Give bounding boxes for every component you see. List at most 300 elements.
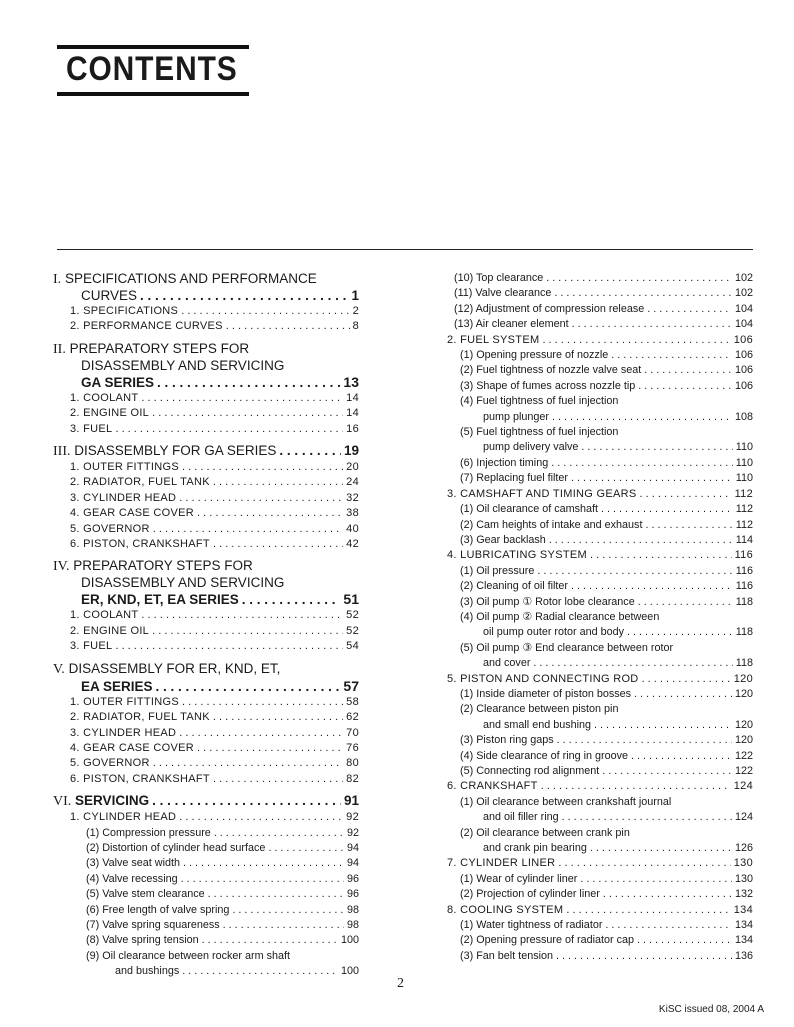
dot-leader bbox=[213, 772, 343, 787]
toc-entry-text: GA SERIES bbox=[81, 374, 155, 390]
toc-entry[interactable] bbox=[447, 518, 753, 533]
toc-page-number: 116 bbox=[735, 564, 753, 577]
toc-entry[interactable] bbox=[447, 471, 753, 486]
toc-entry-title bbox=[447, 903, 563, 918]
toc-entry-text: and cover bbox=[483, 657, 531, 670]
toc-entry[interactable] bbox=[53, 491, 359, 506]
toc-entry-text: 5. GOVERNOR bbox=[70, 757, 150, 770]
toc-entry[interactable] bbox=[447, 317, 753, 332]
toc-entry[interactable] bbox=[447, 949, 753, 964]
dot-leader bbox=[153, 522, 343, 537]
toc-entry[interactable] bbox=[53, 678, 359, 695]
toc-entry-text: (1) Wear of cylinder liner bbox=[460, 872, 578, 885]
toc-page-number: 94 bbox=[346, 857, 359, 870]
toc-entry-text: DISASSEMBLY FOR GA SERIES bbox=[74, 443, 277, 459]
title-rule-bottom bbox=[57, 92, 249, 96]
toc-entry[interactable] bbox=[447, 595, 753, 610]
toc-page-number: 102 bbox=[734, 272, 753, 284]
toc-page-number: 100 bbox=[340, 965, 359, 978]
dot-leader bbox=[141, 391, 343, 406]
toc-entry-text: (12) Adjustment of compression release bbox=[454, 302, 645, 315]
toc-entry-text: 2. ENGINE OIL bbox=[70, 407, 150, 420]
toc-entry-text: 1. OUTER FITTINGS bbox=[70, 461, 179, 474]
toc-entry-text: 7. CYLINDER LINER bbox=[447, 857, 556, 870]
toc-page-number: 110 bbox=[735, 472, 753, 485]
toc-entry[interactable] bbox=[447, 918, 753, 933]
dot-leader bbox=[572, 317, 732, 332]
toc-entry-title bbox=[460, 394, 618, 409]
toc-entry[interactable] bbox=[53, 391, 359, 406]
toc-page-number: 13 bbox=[343, 373, 359, 390]
toc-entry-title bbox=[460, 764, 599, 779]
dot-leader bbox=[644, 363, 732, 378]
dot-leader bbox=[571, 471, 733, 486]
dot-leader bbox=[179, 726, 343, 741]
toc-entry-text: 2. RADIATOR, FUEL TANK bbox=[70, 476, 210, 489]
toc-entry-title bbox=[447, 333, 539, 348]
toc-entry-title bbox=[460, 348, 608, 363]
toc-entry-title bbox=[70, 422, 112, 437]
toc-entry[interactable] bbox=[53, 374, 359, 391]
toc-entry-text: (2) Projection of cylinder liner bbox=[460, 888, 600, 901]
toc-page-number: 108 bbox=[734, 410, 753, 423]
toc-entry-text: PREPARATORY STEPS FOR bbox=[69, 340, 250, 356]
toc-page-number: 124 bbox=[733, 780, 753, 793]
toc-entry[interactable] bbox=[447, 425, 753, 440]
toc-entry[interactable] bbox=[53, 575, 359, 591]
toc-entry[interactable] bbox=[447, 903, 753, 918]
toc-entry-title bbox=[483, 810, 559, 825]
dot-leader bbox=[153, 756, 343, 771]
toc-entry-text: (3) Valve seat width bbox=[86, 857, 181, 870]
toc-entry-text: SERVICING bbox=[75, 793, 150, 809]
toc-page-number: 52 bbox=[346, 609, 359, 622]
toc-page-number: 122 bbox=[734, 765, 753, 777]
toc-entry-text: DISASSEMBLY AND SERVICING bbox=[81, 575, 285, 591]
toc-entry[interactable] bbox=[447, 625, 753, 640]
toc-entry-title bbox=[460, 579, 568, 594]
toc-entry-text: 1. COOLANT bbox=[70, 391, 139, 404]
toc-entry[interactable] bbox=[53, 341, 359, 358]
toc-entry-title bbox=[70, 304, 178, 319]
dot-leader bbox=[183, 856, 344, 871]
toc-page-number: 134 bbox=[733, 903, 753, 916]
toc-entry-text: DISASSEMBLY AND SERVICING bbox=[81, 357, 285, 373]
toc-entry-text: (11) Valve clearance bbox=[454, 287, 552, 300]
toc-entry-text: and oil filler ring bbox=[483, 811, 559, 824]
toc-entry[interactable] bbox=[447, 564, 753, 579]
toc-entry-text: (7) Valve spring squareness bbox=[86, 918, 220, 931]
toc-entry-title bbox=[460, 610, 659, 625]
toc-entry[interactable] bbox=[447, 749, 753, 764]
dot-leader bbox=[605, 918, 732, 933]
toc-entry[interactable] bbox=[53, 772, 359, 787]
toc-entry[interactable] bbox=[53, 918, 359, 933]
dot-leader bbox=[214, 826, 344, 841]
toc-entry[interactable] bbox=[447, 333, 753, 348]
dot-leader bbox=[197, 506, 343, 521]
dot-leader bbox=[279, 443, 341, 459]
toc-entry-title bbox=[483, 656, 530, 671]
toc-page-number: 24 bbox=[346, 476, 359, 489]
toc-entry-title bbox=[81, 288, 137, 304]
toc-left-column bbox=[53, 271, 359, 980]
toc-page-number: 106 bbox=[734, 379, 753, 392]
toc-entry[interactable] bbox=[447, 718, 753, 733]
toc-entry-text: (2) Clearance between piston pin bbox=[460, 703, 619, 716]
dot-leader bbox=[645, 518, 732, 533]
toc-entry[interactable] bbox=[53, 271, 359, 288]
toc-entry-title bbox=[483, 440, 578, 455]
toc-entry-text: (3) Oil pump ① Rotor lobe clearance bbox=[460, 595, 635, 608]
toc-page-number: 38 bbox=[346, 507, 359, 520]
toc-entry-text: 8. COOLING SYSTEM bbox=[447, 903, 564, 916]
toc-entry[interactable] bbox=[447, 872, 753, 887]
toc-entry[interactable] bbox=[53, 288, 359, 304]
toc-page-number: 106 bbox=[734, 349, 753, 362]
toc-page-number: 40 bbox=[346, 522, 359, 535]
toc-entry-text: and crank pin bearing bbox=[483, 842, 587, 855]
toc-entry[interactable] bbox=[447, 610, 753, 625]
toc-entry[interactable] bbox=[447, 487, 753, 502]
toc-entry-title bbox=[460, 641, 673, 656]
dot-leader bbox=[181, 304, 349, 319]
toc-entry-text: (4) Side clearance of ring in groove bbox=[460, 749, 629, 762]
toc-entry[interactable] bbox=[53, 856, 359, 871]
toc-entry[interactable] bbox=[447, 733, 753, 748]
dot-leader bbox=[182, 695, 343, 710]
toc-entry-title bbox=[86, 841, 265, 856]
toc-entry[interactable] bbox=[447, 656, 753, 671]
toc-entry-title bbox=[81, 358, 284, 374]
dot-leader bbox=[197, 741, 343, 756]
toc-entry-text: (6) Free length of valve spring bbox=[86, 903, 230, 916]
toc-entry-title bbox=[460, 564, 534, 579]
toc-entry-text: (13) Air cleaner element bbox=[454, 318, 569, 331]
toc-page-number: 94 bbox=[346, 841, 359, 854]
toc-page-number: 120 bbox=[734, 734, 753, 747]
toc-entry[interactable] bbox=[53, 537, 359, 552]
toc-entry[interactable] bbox=[447, 579, 753, 594]
toc-entry[interactable] bbox=[447, 363, 753, 378]
dot-leader bbox=[580, 872, 732, 887]
toc-entry[interactable] bbox=[53, 695, 359, 710]
toc-entry[interactable] bbox=[447, 826, 753, 841]
toc-entry-title bbox=[70, 608, 138, 623]
dot-leader bbox=[642, 672, 731, 687]
toc-entry-text: 3. CYLINDER HEAD bbox=[70, 491, 177, 504]
toc-entry[interactable] bbox=[53, 319, 359, 334]
toc-page-number: 114 bbox=[735, 533, 753, 546]
section-numeral: III. bbox=[53, 444, 71, 460]
toc-entry[interactable] bbox=[53, 443, 359, 460]
toc-entry-title bbox=[460, 702, 618, 717]
toc-page-number: 110 bbox=[735, 456, 753, 469]
toc-entry[interactable] bbox=[53, 608, 359, 623]
toc-entry[interactable] bbox=[447, 533, 753, 548]
dot-leader bbox=[182, 964, 338, 979]
toc-entry-title bbox=[70, 522, 150, 537]
toc-entry[interactable] bbox=[53, 841, 359, 856]
toc-entry[interactable] bbox=[447, 348, 753, 363]
toc-entry-title bbox=[86, 933, 199, 948]
toc-entry-text: 6. PISTON, CRANKSHAFT bbox=[70, 772, 210, 785]
toc-entry[interactable] bbox=[53, 872, 359, 887]
toc-entry-text: (7) Replacing fuel filter bbox=[460, 472, 569, 485]
toc-entry[interactable] bbox=[53, 358, 359, 374]
toc-entry[interactable] bbox=[447, 641, 753, 656]
toc-page-number: 52 bbox=[346, 624, 359, 637]
dot-leader bbox=[141, 608, 343, 623]
toc-entry-text: (6) Injection timing bbox=[460, 456, 549, 469]
toc-entry[interactable] bbox=[53, 475, 359, 490]
toc-entry-text: (1) Oil clearance between crankshaft journal bbox=[460, 795, 672, 808]
toc-entry-text: EA SERIES bbox=[81, 678, 153, 694]
title-rule-top bbox=[57, 45, 249, 49]
toc-entry-title bbox=[460, 749, 628, 764]
toc-entry-title bbox=[460, 733, 554, 748]
toc-entry[interactable] bbox=[53, 887, 359, 902]
toc-entry[interactable] bbox=[447, 841, 753, 856]
toc-entry[interactable] bbox=[53, 826, 359, 841]
toc-page-number: 16 bbox=[346, 422, 359, 435]
toc-entry-text: (1) Opening pressure of nozzle bbox=[460, 349, 609, 362]
toc-entry-title bbox=[70, 537, 210, 552]
toc-page-number: 80 bbox=[346, 757, 359, 770]
toc-entry[interactable] bbox=[53, 903, 359, 918]
toc-entry[interactable] bbox=[53, 460, 359, 475]
toc-entry[interactable] bbox=[447, 702, 753, 717]
toc-entry-title bbox=[70, 475, 210, 490]
toc-entry-title bbox=[70, 772, 210, 787]
dot-leader bbox=[152, 793, 341, 809]
toc-entry[interactable] bbox=[53, 304, 359, 319]
toc-entry-text: SPECIFICATIONS AND PERFORMANCE bbox=[64, 271, 317, 286]
toc-entry-title bbox=[483, 625, 624, 640]
toc-entry[interactable] bbox=[447, 779, 753, 794]
toc-entry[interactable] bbox=[447, 410, 753, 425]
toc-entry-title bbox=[454, 286, 551, 301]
dot-leader bbox=[549, 533, 733, 548]
toc-entry-text: (9) Oil clearance between rocker arm shaft bbox=[86, 949, 291, 962]
dot-leader bbox=[542, 333, 730, 348]
dot-leader bbox=[571, 579, 733, 594]
toc-entry-text: 3. FUEL bbox=[70, 422, 113, 435]
dot-leader bbox=[533, 656, 732, 671]
toc-page-number: 124 bbox=[734, 811, 753, 824]
toc-entry-title bbox=[53, 271, 317, 288]
toc-entry[interactable] bbox=[53, 624, 359, 639]
toc-entry-text: 3. CAMSHAFT AND TIMING GEARS bbox=[447, 487, 637, 500]
toc-entry[interactable] bbox=[447, 887, 753, 902]
toc-page-number: 136 bbox=[734, 949, 753, 962]
toc-entry[interactable] bbox=[447, 810, 753, 825]
dot-leader bbox=[115, 639, 343, 654]
toc-entry-text: and small end bushing bbox=[483, 718, 592, 731]
toc-page-number: 8 bbox=[352, 320, 359, 333]
toc-entry-text: 4. GEAR CASE COVER bbox=[70, 741, 194, 754]
toc-entry-text: (4) Oil pump ② Radial clearance between bbox=[460, 610, 660, 623]
toc-entry-text: and bushings bbox=[115, 965, 180, 978]
toc-entry-text: (1) Oil pressure bbox=[460, 564, 535, 577]
toc-entry[interactable] bbox=[53, 933, 359, 948]
toc-entry-text: 1. SPECIFICATIONS bbox=[70, 305, 179, 317]
toc-entry-title bbox=[483, 718, 591, 733]
dot-leader bbox=[631, 749, 732, 764]
toc-entry[interactable] bbox=[447, 856, 753, 871]
toc-entry-text: (1) Oil clearance of camshaft bbox=[460, 503, 599, 516]
toc-entry-title bbox=[447, 672, 639, 687]
toc-page-number: 92 bbox=[346, 826, 359, 839]
dot-leader bbox=[223, 918, 344, 933]
toc-entry-text: 2. RADIATOR, FUEL TANK bbox=[70, 711, 210, 724]
dot-leader bbox=[558, 856, 730, 871]
toc-entry-title bbox=[447, 487, 637, 502]
toc-entry-text: 4. LUBRICATING SYSTEM bbox=[447, 549, 587, 562]
toc-page-number: 54 bbox=[346, 640, 359, 653]
dot-leader bbox=[152, 624, 343, 639]
toc-entry-title bbox=[460, 918, 602, 933]
toc-page-number: 120 bbox=[734, 687, 753, 700]
toc-entry-title bbox=[70, 639, 112, 654]
toc-entry-text: 1. COOLANT bbox=[70, 609, 139, 622]
dot-leader bbox=[637, 933, 732, 948]
toc-entry[interactable] bbox=[53, 639, 359, 654]
dot-leader bbox=[213, 475, 343, 490]
dot-leader bbox=[556, 949, 732, 964]
dot-leader bbox=[541, 779, 731, 794]
toc-page-number: 132 bbox=[734, 888, 753, 901]
toc-entry-title bbox=[81, 375, 154, 391]
toc-entry-title bbox=[460, 425, 618, 440]
toc-entry-title bbox=[70, 695, 179, 710]
toc-entry[interactable] bbox=[53, 741, 359, 756]
toc-entry-title bbox=[460, 533, 546, 548]
toc-entry-title bbox=[460, 502, 598, 517]
toc-entry[interactable] bbox=[447, 271, 753, 286]
toc-page-number: 58 bbox=[346, 695, 359, 708]
dot-leader bbox=[590, 841, 732, 856]
toc-entry[interactable] bbox=[53, 406, 359, 421]
toc-entry[interactable] bbox=[447, 379, 753, 394]
toc-entry-text: (2) Oil clearance between crank pin bbox=[460, 826, 630, 839]
toc-entry[interactable] bbox=[53, 726, 359, 741]
toc-entry[interactable] bbox=[53, 422, 359, 437]
toc-right-column bbox=[447, 271, 753, 964]
toc-entry-text: (1) Water tightness of radiator bbox=[460, 919, 603, 932]
toc-page-number: 98 bbox=[346, 903, 359, 916]
dot-leader bbox=[152, 406, 343, 421]
toc-entry-title bbox=[70, 756, 150, 771]
toc-entry[interactable] bbox=[447, 456, 753, 471]
toc-entry-text: 1. OUTER FITTINGS bbox=[70, 695, 179, 708]
toc-entry[interactable] bbox=[53, 810, 359, 825]
dot-leader bbox=[182, 460, 343, 475]
dot-leader bbox=[638, 595, 733, 610]
dot-leader bbox=[202, 933, 338, 948]
toc-entry[interactable] bbox=[53, 558, 359, 575]
toc-entry-text: oil pump outer rotor and body bbox=[483, 626, 625, 639]
dot-leader bbox=[611, 348, 732, 363]
toc-entry[interactable] bbox=[447, 502, 753, 517]
toc-entry-text: (2) Distortion of cylinder head surface bbox=[86, 841, 266, 854]
toc-entry-title bbox=[70, 506, 194, 521]
toc-entry-text: 5. GOVERNOR bbox=[70, 522, 150, 535]
toc-entry-title bbox=[460, 887, 600, 902]
toc-page-number: 118 bbox=[735, 626, 753, 639]
toc-page-number: 134 bbox=[734, 919, 753, 932]
toc-page-number: 122 bbox=[734, 749, 753, 762]
toc-entry[interactable] bbox=[447, 764, 753, 779]
dot-leader bbox=[213, 710, 343, 725]
section-numeral: V. bbox=[53, 661, 65, 677]
page-number: 2 bbox=[397, 976, 404, 991]
toc-page-number: 126 bbox=[734, 842, 753, 855]
toc-entry-title bbox=[460, 949, 553, 964]
toc-page-number: 130 bbox=[734, 872, 753, 885]
toc-entry-title bbox=[86, 949, 290, 964]
toc-entry[interactable] bbox=[53, 756, 359, 771]
toc-entry[interactable] bbox=[447, 286, 753, 301]
toc-entry[interactable] bbox=[53, 591, 359, 608]
toc-page-number: 118 bbox=[735, 595, 753, 608]
dot-leader bbox=[603, 887, 732, 902]
dot-leader bbox=[551, 456, 733, 471]
dot-leader bbox=[640, 487, 732, 502]
toc-entry[interactable] bbox=[53, 522, 359, 537]
toc-page-number: 76 bbox=[346, 741, 359, 754]
toc-entry[interactable] bbox=[447, 795, 753, 810]
toc-page-number: 102 bbox=[734, 287, 753, 300]
toc-page-number: 20 bbox=[346, 461, 359, 474]
toc-page-number: 112 bbox=[735, 518, 753, 531]
toc-entry[interactable] bbox=[447, 548, 753, 563]
toc-page-number: 120 bbox=[734, 718, 753, 731]
toc-entry[interactable] bbox=[53, 949, 359, 964]
toc-entry-title bbox=[70, 810, 176, 825]
toc-entry[interactable] bbox=[447, 394, 753, 409]
toc-entry[interactable] bbox=[53, 661, 359, 678]
toc-entry[interactable] bbox=[53, 710, 359, 725]
toc-page-number: 57 bbox=[343, 677, 359, 694]
dot-leader bbox=[647, 302, 732, 317]
toc-page-number: 1 bbox=[351, 288, 359, 303]
toc-entry[interactable] bbox=[53, 793, 359, 810]
toc-entry[interactable] bbox=[447, 933, 753, 948]
toc-entry-title bbox=[53, 793, 149, 810]
toc-page-number: 118 bbox=[735, 657, 753, 670]
toc-entry-title bbox=[70, 741, 194, 756]
dot-leader bbox=[554, 286, 732, 301]
toc-entry[interactable] bbox=[53, 506, 359, 521]
toc-entry[interactable] bbox=[447, 672, 753, 687]
toc-page-number: 51 bbox=[343, 591, 359, 608]
toc-entry-title bbox=[460, 595, 635, 610]
toc-entry[interactable] bbox=[447, 440, 753, 455]
toc-entry-title bbox=[70, 406, 149, 421]
toc-entry[interactable] bbox=[447, 687, 753, 702]
toc-entry[interactable] bbox=[447, 302, 753, 317]
toc-entry-title bbox=[454, 271, 543, 286]
toc-entry-text: (4) Valve recessing bbox=[86, 872, 178, 885]
toc-page-number: 100 bbox=[340, 934, 359, 947]
toc-entry-title bbox=[483, 841, 587, 856]
toc-entry-title bbox=[460, 826, 630, 841]
toc-entry-text: 3. CYLINDER HEAD bbox=[70, 726, 177, 739]
toc-entry[interactable] bbox=[53, 964, 359, 979]
toc-entry-title bbox=[447, 548, 587, 563]
toc-entry-text: ER, KND, ET, EA SERIES bbox=[81, 592, 239, 608]
